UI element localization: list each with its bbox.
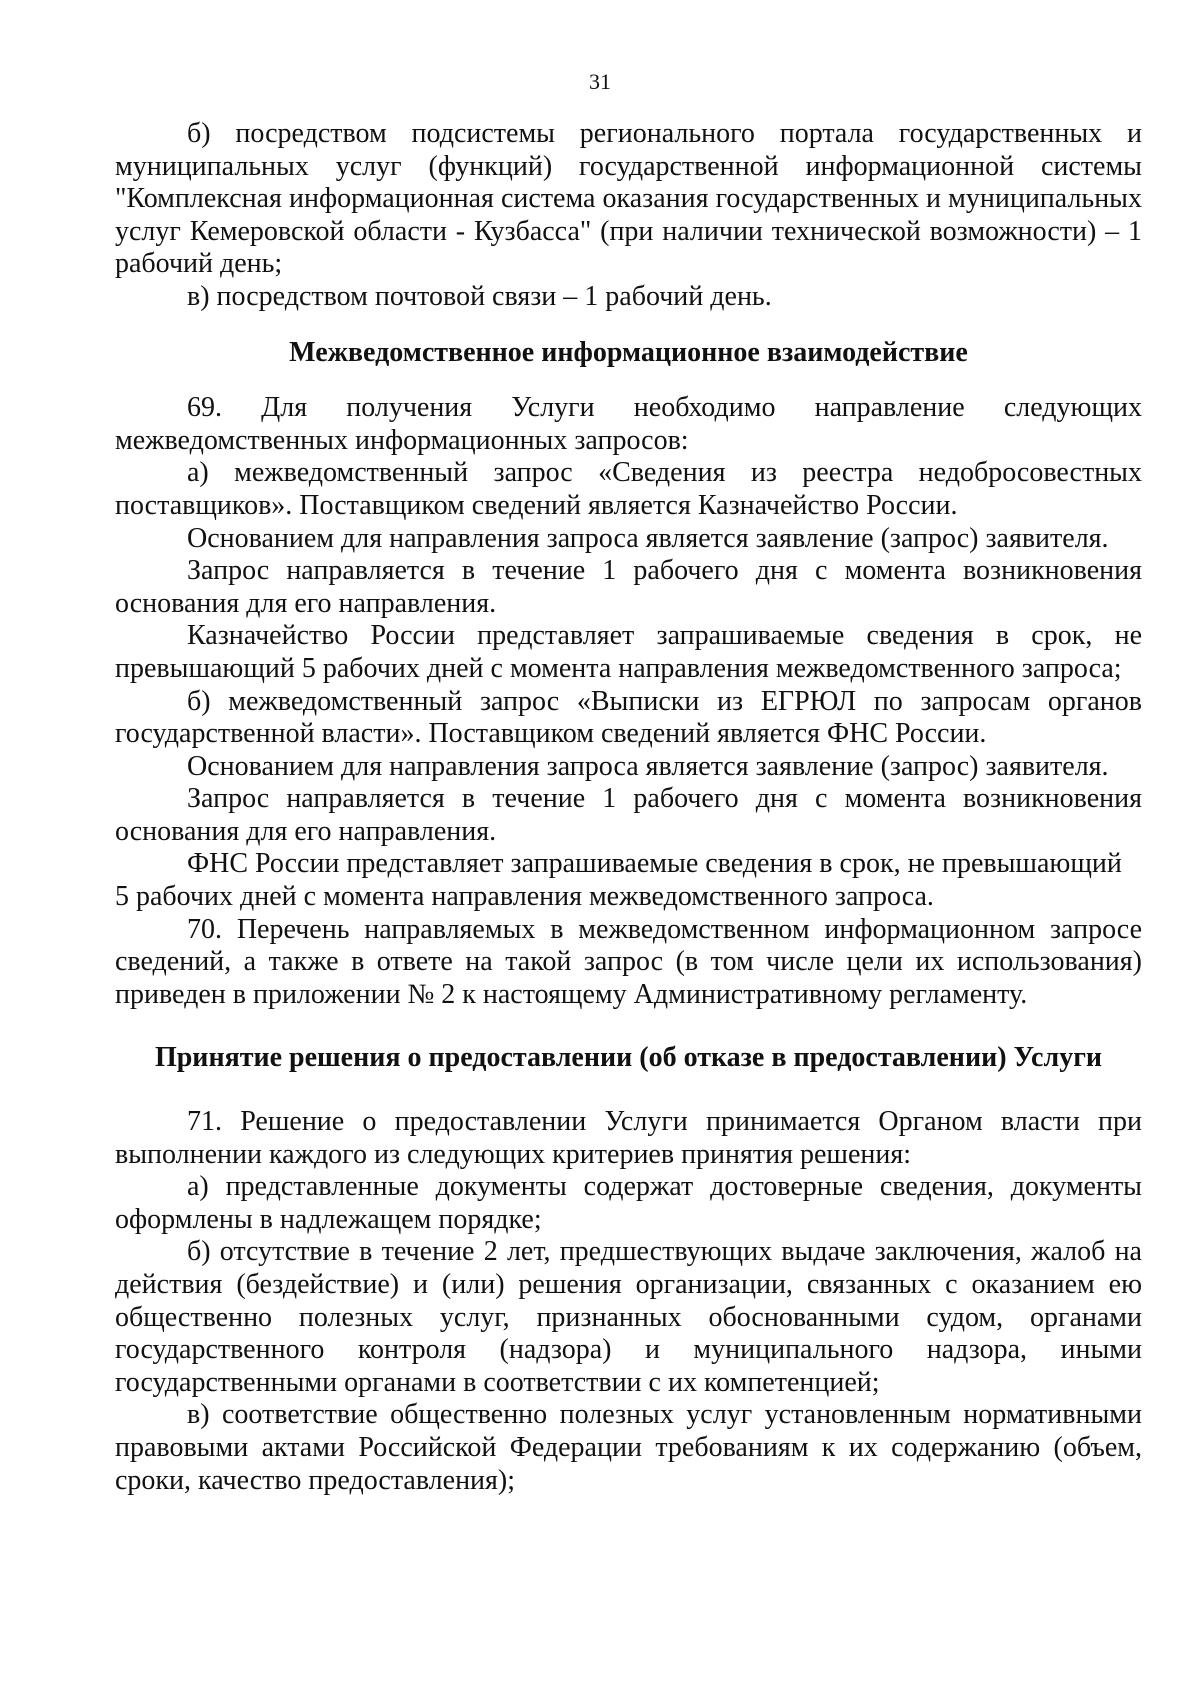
paragraph: 69. Для получения Услуги необходимо направление следующих межведомственных информационных запросов: <box>115 392 1142 456</box>
paragraph: б) отсутствие в течение 2 лет, предшествующих выдаче заключения, жалоб на действия (бездействие) и (или) решения организации, связанных с оказанием ею общественно полезных услуг, признанных обоснованными судом, органами государственного контроля (надзора) и муниципального надзора, иными государственными органами в соответствии с их компетенцией; <box>115 1236 1142 1398</box>
paragraph: ФНС России представляет запрашиваемые сведения в срок, не превышающий <box>187 848 1122 880</box>
paragraph: Основанием для направления запроса является заявление (запрос) заявителя. <box>187 750 1109 782</box>
paragraph-continuation: 5 рабочих дней с момента направления межведомственного запроса. <box>115 881 934 913</box>
section-heading: Межведомственное информационное взаимодействие <box>289 336 968 368</box>
paragraph: а) представленные документы содержат достоверные сведения, документы оформлены в надлежащем порядке; <box>115 1171 1142 1235</box>
paragraph: в) посредством почтовой связи – 1 рабочий день. <box>187 280 772 312</box>
paragraph: Казначейство России представляет запрашиваемые сведения в срок, не превышающий 5 рабочих дней с момента направления межведомственного запроса; <box>115 620 1142 684</box>
paragraph: а) межведомственный запрос «Сведения из реестра недобросовестных поставщиков». Поставщиком сведений является Казначейство России. <box>115 457 1142 521</box>
paragraph: Запрос направляется в течение 1 рабочего дня с момента возникновения основания для его направления. <box>115 783 1142 847</box>
page-number: 31 <box>589 69 611 94</box>
paragraph: 70. Перечень направляемых в межведомственном информационном запросе сведений, а также в ответе на такой запрос (в том числе цели их использования) приведен в приложении № 2 к настоящему Административному регламенту. <box>115 913 1142 1010</box>
paragraph: б) посредством подсистемы регионального портала государственных и муниципальных услуг (функций) государственной информационной системы "Комплексная информационная система оказания государственных и муниципальных услуг Кемеровской области - Кузбасса" (при наличии технической возможности) – 1 рабочий день; <box>115 118 1142 280</box>
document-body <box>115 118 1142 1497</box>
paragraph: б) межведомственный запрос «Выписки из ЕГРЮЛ по запросам органов государственной власти». Поставщиком сведений является ФНС России. <box>115 685 1142 750</box>
paragraph: Запрос направляется в течение 1 рабочего дня с момента возникновения основания для его направления. <box>115 555 1142 619</box>
section-heading: Принятие решения о предоставлении (об отказе в предоставлении) Услуги <box>154 1042 1103 1074</box>
paragraph: в) соответствие общественно полезных услуг установленным нормативными правовыми актами Российской Федерации требованиям к их содержанию (объем, сроки, качество предоставления); <box>115 1399 1142 1496</box>
paragraph: 71. Решение о предоставлении Услуги принимается Органом власти при выполнении каждого из следующих критериев принятия решения: <box>115 1106 1142 1170</box>
paragraph: Основанием для направления запроса является заявление (запрос) заявителя. <box>187 522 1109 554</box>
